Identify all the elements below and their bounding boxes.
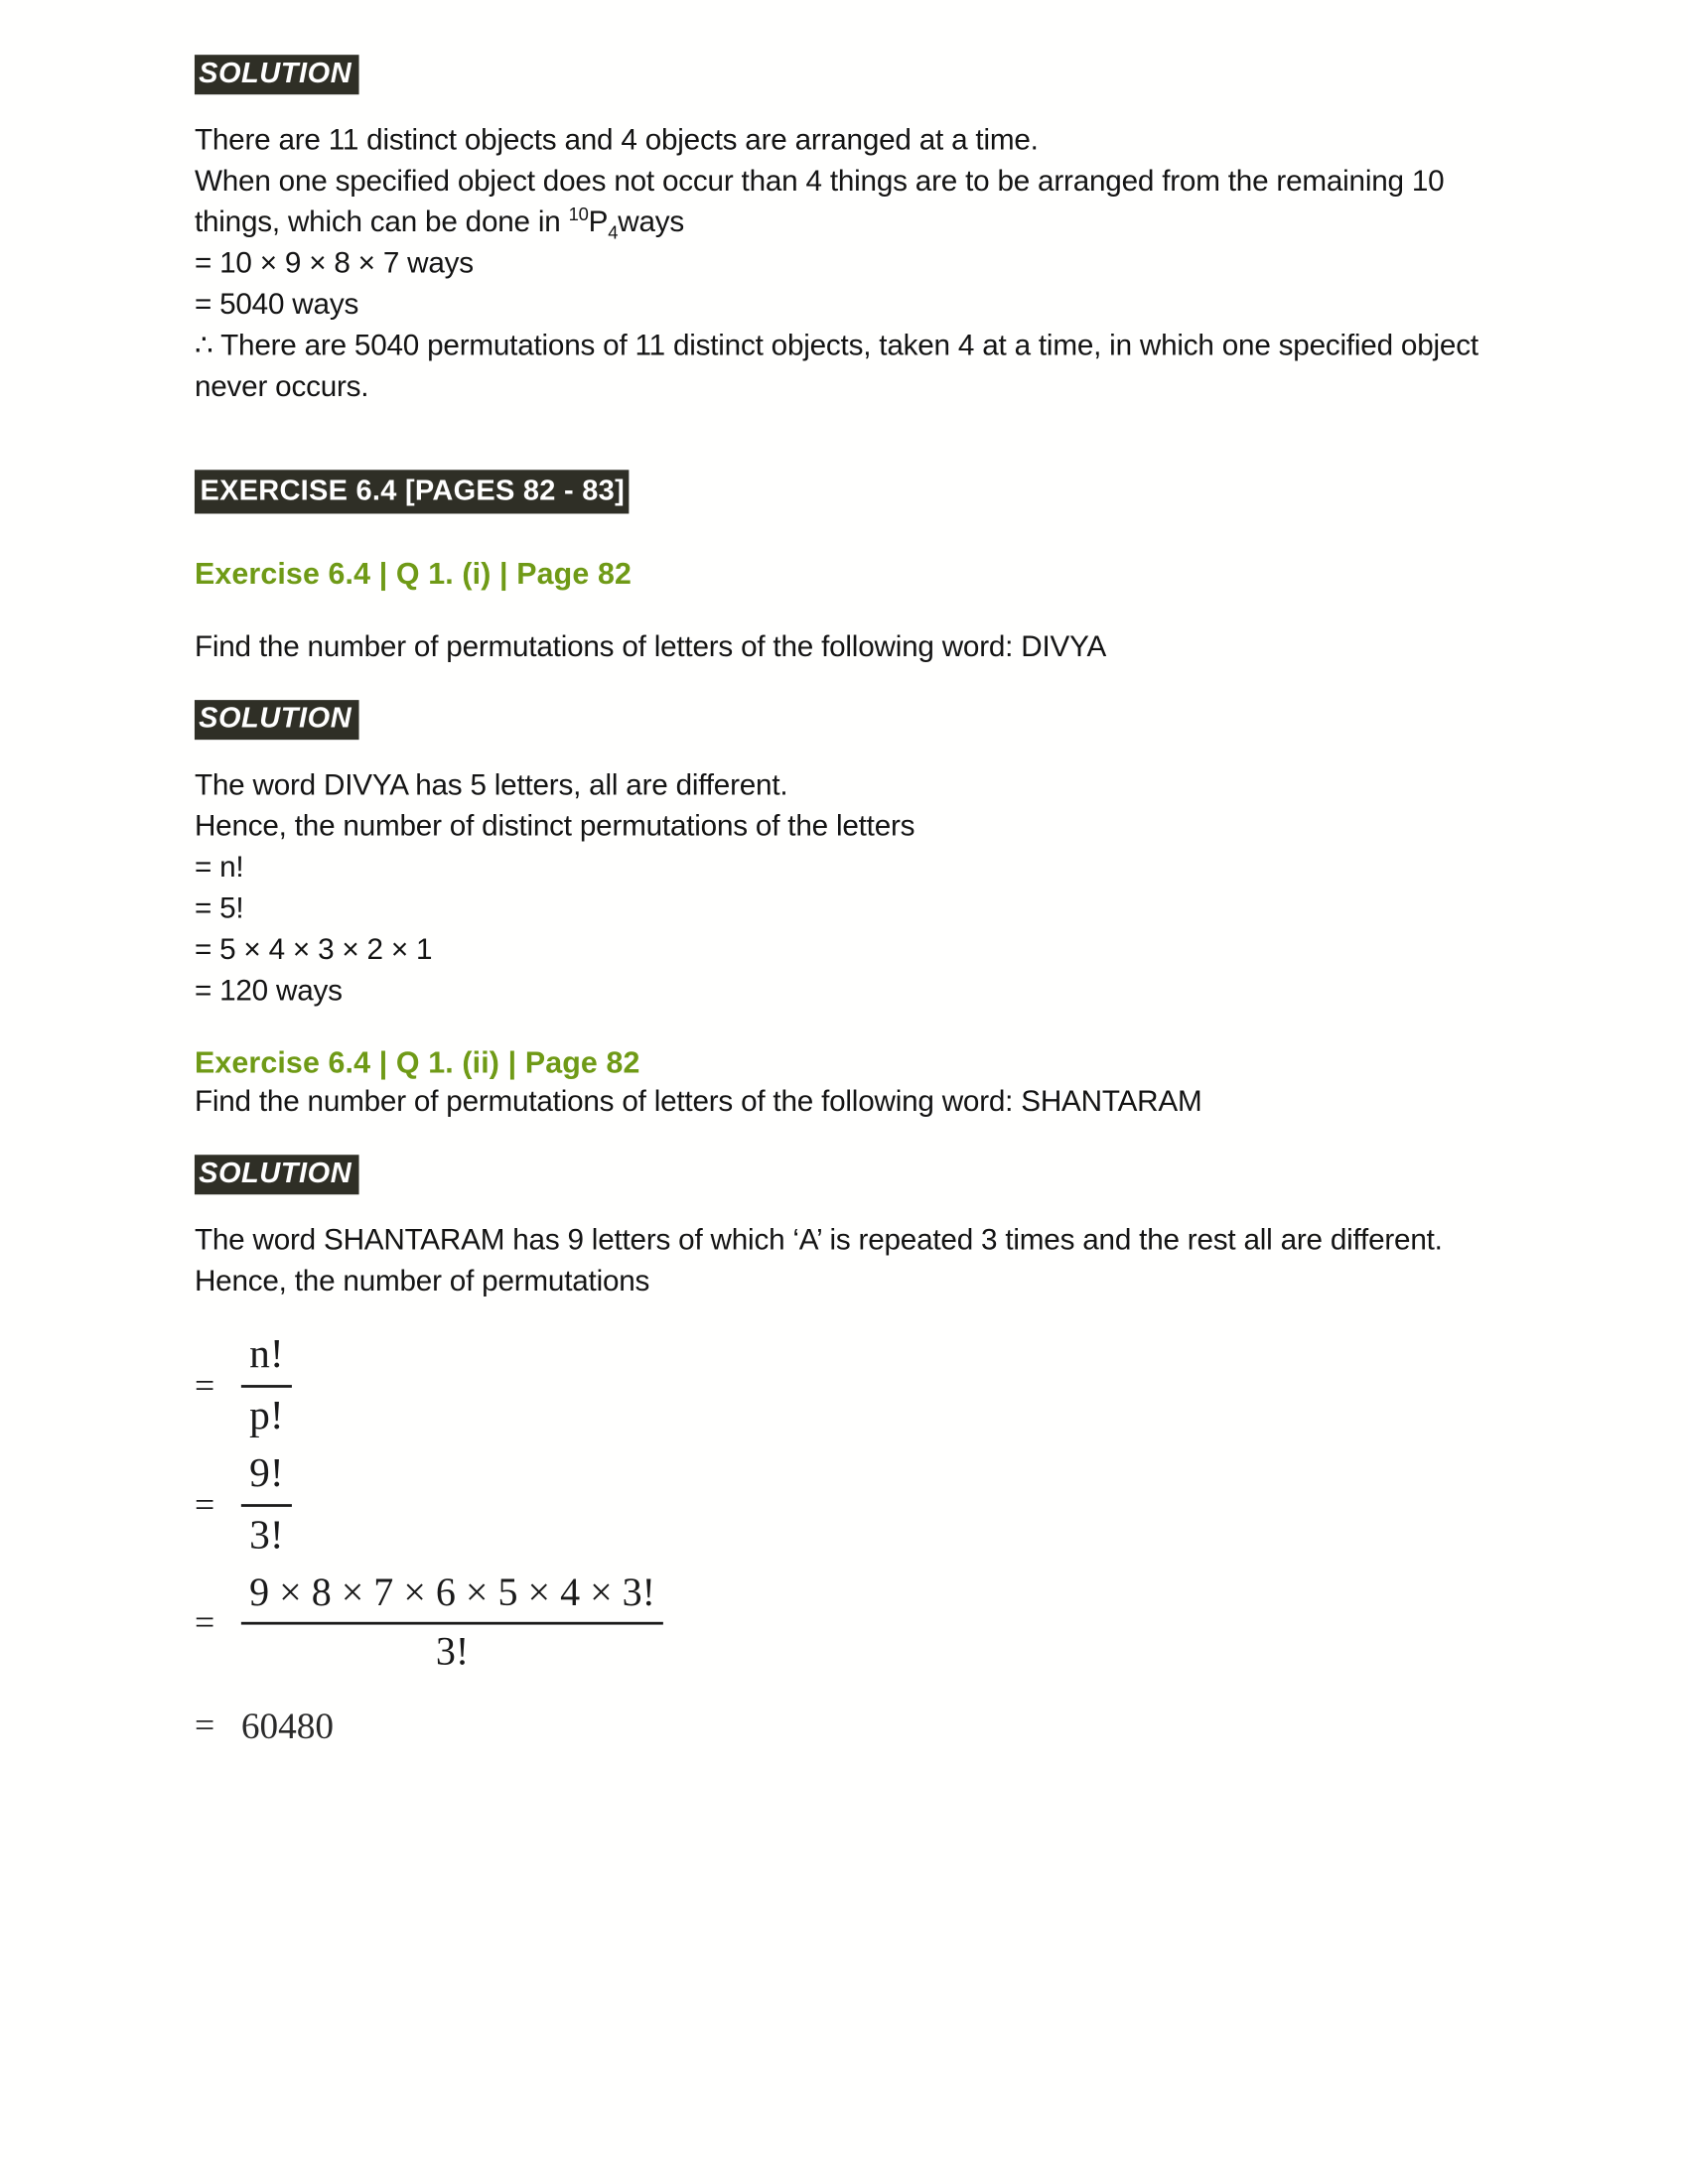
question-1-prompt: Find the number of permutations of letters of the following word: DIVYA bbox=[194, 629, 1107, 663]
top-spacer bbox=[195, 0, 1482, 55]
fraction-numerator: 9! bbox=[249, 1450, 284, 1497]
solution-tag: SOLUTION bbox=[195, 700, 358, 740]
question-2-solution-line-2: Hence, the number of permutations bbox=[194, 1264, 650, 1298]
permutation-subscript: 4 bbox=[608, 222, 619, 243]
solution-tag: SOLUTION bbox=[195, 1156, 358, 1195]
question-1-heading: Exercise 6.4 | Q 1. (i) | Page 82 bbox=[194, 556, 633, 591]
permutation-letter: P bbox=[588, 205, 609, 239]
spacer bbox=[195, 407, 1482, 470]
question-2-solution-tag-row bbox=[195, 1156, 1482, 1195]
fraction-denominator: 3! bbox=[435, 1629, 470, 1674]
solution-1-line-2-text: When one specified object does not occur than 4 things are to be arranged from the remaining 10 things, which can be done in bbox=[194, 164, 1445, 239]
fraction-n-over-p bbox=[241, 1326, 292, 1445]
solution-tag: SOLUTION bbox=[195, 55, 358, 94]
final-result-row bbox=[195, 1706, 1482, 1748]
exercise-banner-row bbox=[195, 470, 1482, 513]
spacer bbox=[195, 1122, 1482, 1155]
spacer bbox=[195, 1681, 1482, 1706]
fraction-row-3 bbox=[195, 1566, 1482, 1681]
spacer bbox=[195, 1195, 1482, 1220]
fraction-denominator: 3! bbox=[249, 1512, 284, 1558]
solution-1-line-3: = 10 × 9 × 8 × 7 ways bbox=[194, 246, 474, 280]
fraction-row-1 bbox=[195, 1326, 1482, 1445]
solution-1-line-1: There are 11 distinct objects and 4 objects are arranged at a time. bbox=[194, 123, 1039, 157]
fraction-numerator: n! bbox=[249, 1331, 284, 1378]
spacer bbox=[195, 514, 1482, 555]
fraction-row-2 bbox=[195, 1445, 1482, 1565]
equals-sign: = bbox=[194, 1365, 215, 1406]
question-2-solution-line-1: The word SHANTARAM has 9 letters of which ‘A’ is repeated 3 times and the rest all are different. bbox=[194, 1223, 1443, 1257]
final-result-value: 60480 bbox=[240, 1705, 335, 1747]
equals-sign: = bbox=[194, 1484, 215, 1525]
question-1-solution-tag-row bbox=[195, 700, 1482, 740]
permutation-symbol bbox=[568, 204, 619, 243]
question-1-solution-line-2: Hence, the number of distinct permutations of the letters bbox=[194, 809, 915, 843]
permutation-suffix: ways bbox=[618, 205, 685, 239]
spacer bbox=[195, 1301, 1482, 1326]
fraction-9-over-3 bbox=[241, 1445, 292, 1565]
question-2-heading: Exercise 6.4 | Q 1. (ii) | Page 82 bbox=[194, 1044, 640, 1079]
spacer bbox=[195, 740, 1482, 764]
spacer bbox=[195, 1011, 1482, 1043]
question-2-prompt: Find the number of permutations of letters of the following word: SHANTARAM bbox=[194, 1085, 1202, 1119]
permutation-base: 10 bbox=[568, 204, 589, 225]
spacer bbox=[195, 94, 1482, 119]
solution-1-line-2 bbox=[195, 161, 1482, 243]
exercise-banner: EXERCISE 6.4 [PAGES 82 - 83] bbox=[195, 470, 629, 513]
solution-1-line-5: ∴ There are 5040 permutations of 11 distinct objects, taken 4 at a time, in which one specified object never occurs. bbox=[194, 329, 1478, 403]
solution-1-tag-row bbox=[195, 55, 1482, 94]
fraction-denominator: p! bbox=[249, 1393, 284, 1438]
equals-sign: = bbox=[194, 1602, 215, 1643]
question-1-solution-line-3: = n! bbox=[194, 850, 244, 884]
equals-sign: = bbox=[194, 1706, 215, 1746]
content-column bbox=[195, 0, 1482, 1748]
solution-1-line-4: = 5040 ways bbox=[194, 287, 359, 321]
spacer bbox=[195, 593, 1482, 625]
question-1-solution-line-6: = 120 ways bbox=[194, 973, 343, 1007]
question-1-solution-line-4: = 5! bbox=[194, 890, 244, 925]
spacer bbox=[195, 667, 1482, 700]
fraction-expanded bbox=[241, 1566, 663, 1681]
question-1-solution-line-1: The word DIVYA has 5 letters, all are different. bbox=[194, 767, 788, 801]
fraction-numerator: 9 × 8 × 7 × 6 × 5 × 4 × 3! bbox=[249, 1570, 656, 1615]
question-1-solution-line-5: = 5 × 4 × 3 × 2 × 1 bbox=[194, 932, 433, 966]
